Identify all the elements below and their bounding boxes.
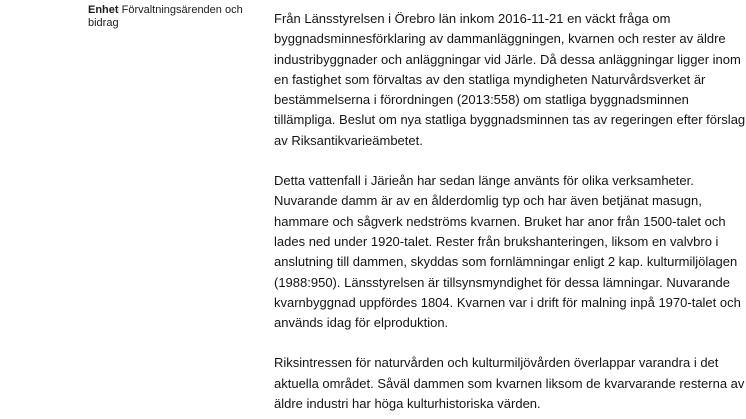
- paragraph-line: bestämmelserna i förordningen (2013:558) om statliga byggnadsminnen: [274, 92, 689, 108]
- paragraph-line: äldre industri har höga kulturhistoriska värden.: [274, 396, 541, 412]
- paragraph-2: [274, 171, 741, 333]
- paragraph-line: hammare och sågverk nedströms kvarnen. Bruket har anor från 1500-talet och: [274, 213, 726, 229]
- paragraph-line: Nuvarande damm är av en ålderdomlig typ och har även betjänat masugn,: [274, 193, 702, 209]
- paragraph-line: Riksintressen för naturvården och kulturmiljövården överlappar varandra i det: [274, 355, 719, 371]
- paragraph-line: av Riksantikvarieämbetet.: [274, 132, 423, 148]
- paragraph-line: en fastighet som förvaltas av den statliga myndigheten Naturvårdsverket är: [274, 71, 706, 87]
- paragraph-line: industribyggnader och anläggningar vid Järle. Då dessa anläggningar ligger inom: [274, 51, 741, 67]
- paragraph-line: Från Länsstyrelsen i Örebro län inkom 2016-11-21 en väckt fråga om: [274, 11, 671, 26]
- paragraph-line: lades ned under 1920-talet. Rester från brukshanteringen, liksom en valvbro i: [274, 233, 719, 249]
- unit-value-part-1: Förvaltningsärenden och: [121, 4, 243, 16]
- paragraph-line: aktuella området. Såväl dammen som kvarnen liksom de kvarvarande resterna av: [274, 375, 745, 391]
- sidebar-unit-info: [88, 4, 258, 30]
- unit-label: Enhet: [88, 4, 119, 16]
- paragraph-line: kvarnbyggnad uppfördes 1804. Kvarnen var i drift för malning inpå 1970-talet och: [274, 294, 741, 310]
- document-body: [274, 9, 746, 414]
- paragraph-line: tillämpliga. Beslut om nya statliga byggnadsminnen tas av regeringen efter förslag: [274, 112, 746, 128]
- paragraph-line: används idag för elproduktion.: [274, 315, 449, 331]
- unit-value-part-2: bidrag: [88, 17, 119, 29]
- paragraph-line: anslutning till dammen, skyddas som fornlämningar enligt 2 kap. kulturmiljölagen: [274, 254, 738, 270]
- paragraph-line: byggnadsminnesförklaring av dammanläggningen, kvarnen och rester av äldre: [274, 31, 726, 47]
- paragraph-3: [274, 353, 745, 414]
- paragraph-line: Detta vattenfall i Järieån har sedan länge använts för olika verksamheter.: [274, 173, 694, 189]
- paragraph-line: (1988:950). Länsstyrelsen är tillsynsmyndighet för dessa lämningar. Nuvarande: [274, 274, 730, 290]
- unit-line-1: [88, 4, 258, 17]
- paragraph-1: [274, 9, 746, 151]
